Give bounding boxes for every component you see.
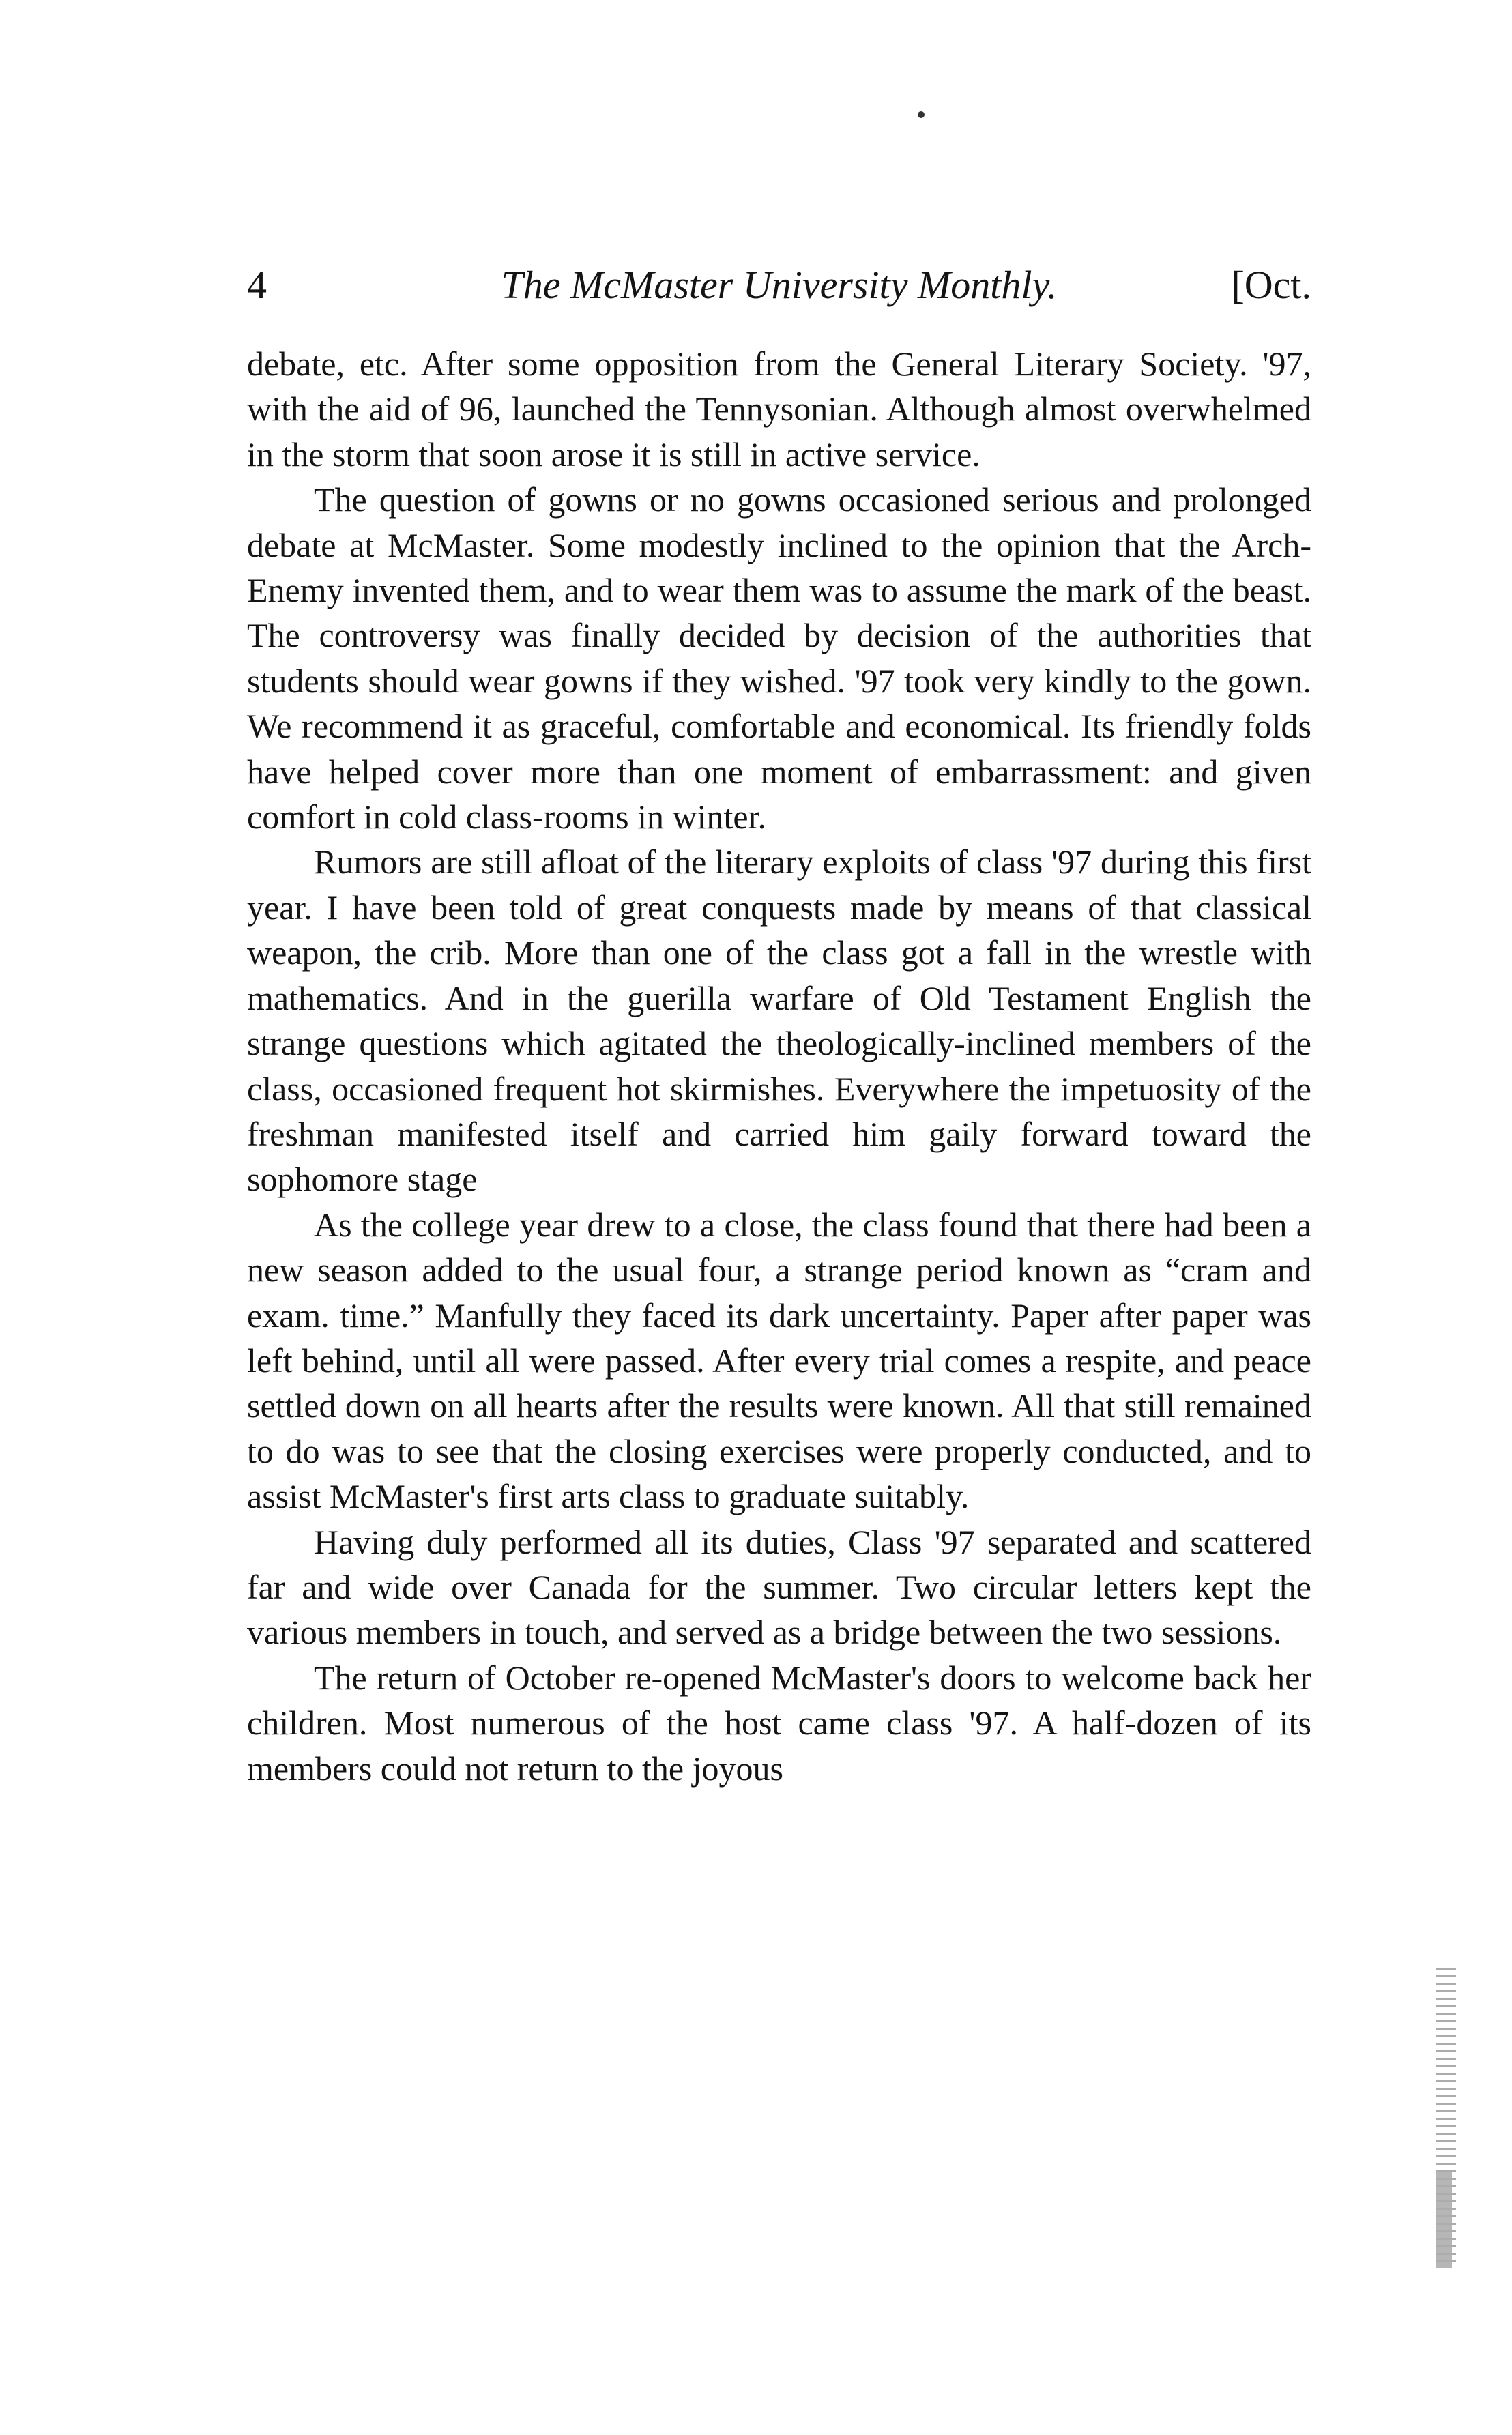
print-speck <box>918 111 925 118</box>
journal-title: The McMaster University Monthly. <box>501 263 1058 307</box>
paragraph-3: Rumors are still afloat of the literary exploits of class '97 during this first year. I have been told of great conquests made by means of that classical weapon, the crib. More than one of the class got a fall in the wrestle with mathematics. And in the guerilla warfare of Old Testament English the strange questions which agitated the theologically-inclined members of the class, occasioned frequent hot skirmishes. Everywhere the impetuosity of the freshman manifested itself and carried him gaily forward toward the sophomore stage <box>247 843 1311 1199</box>
page-number: 4 <box>247 263 267 307</box>
article-body <box>247 341 1311 1791</box>
paragraph-4: As the college year drew to a close, the class found that there had been a new season added to the usual four, a strange period known as “cram and exam. time.” Manfully they faced its dark uncertainty. Paper after paper was left behind, until all were passed. After every trial comes a respite, and peace settled down on all hearts after the results were known. All that still remained to do was to see that the closing exercises were properly conducted, and to assist McMaster's first arts class to graduate suitably. <box>247 1205 1311 1516</box>
issue-month: [Oct. <box>1231 263 1311 307</box>
paragraph-2: The question of gowns or no gowns occasioned serious and prolonged debate at McMaster. Some modestly inclined to the opinion that the Arch-Enemy invented them, and to wear them was to assume the mark of the beast. The controversy was finally decided by decision of the authorities that students should wear gowns if they wished. '97 took very kindly to the gown. We recommend it as graceful, comfortable and economical. Its friendly folds have helped cover more than one moment of embarrassment: and given comfort in cold class-rooms in winter. <box>247 480 1311 836</box>
scan-edge-artifact <box>1436 1968 1456 2268</box>
running-head <box>247 254 1311 316</box>
paragraph-6: The return of October re-opened McMaster's doors to welcome back her children. Most numerous of the host came class '97. A half-dozen of its members could not return to the joyous <box>247 1658 1311 1788</box>
paragraph-5: Having duly performed all its duties, Class '97 separated and scattered far and wide over Canada for the summer. Two circular letters kept the various members in touch, and served as a bridge between the two sessions. <box>247 1522 1311 1652</box>
paragraph-1: debate, etc. After some opposition from the General Literary Society. '97, with the aid of 96, launched the Tennysonian. Although almost overwhelmed in the storm that soon arose it is still in active service. <box>247 345 1311 473</box>
